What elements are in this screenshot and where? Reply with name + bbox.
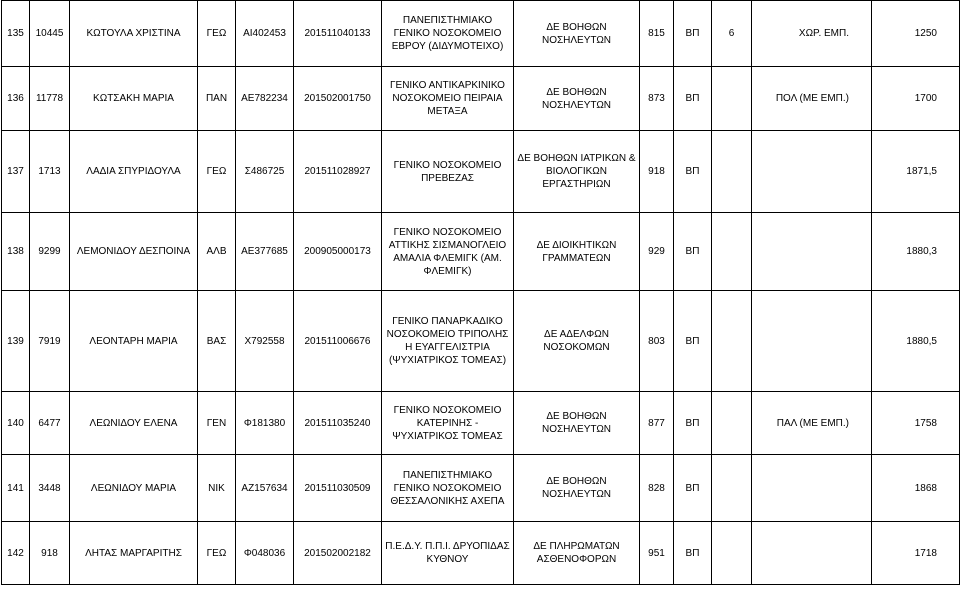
cell-category: ΒΠ [674,1,712,67]
cell-hospital: ΓΕΝΙΚΟ ΑΝΤΙΚΑΡΚΙΝΙΚΟ ΝΟΣΟΚΟΜΕΙΟ ΠΕΙΡΑΙΑ ΜΕΤΑΞΑ [382,67,514,131]
cell-aa: 139 [2,291,30,392]
cell-category: ΒΠ [674,392,712,455]
cell-aa: 140 [2,392,30,455]
cell-amka: 200905000173 [294,213,382,291]
cell-score: 1871,5 [872,131,960,213]
cell-father: ΓΕΝ [198,392,236,455]
cell-score: 1250 [872,1,960,67]
cell-extra1 [712,392,752,455]
cell-extra2 [752,213,872,291]
cell-name: ΛΗΤΑΣ ΜΑΡΓΑΡΙΤΗΣ [70,522,198,585]
cell-name: ΛΕΟΝΤΑΡΗ ΜΑΡΙΑ [70,291,198,392]
cell-id: 6477 [30,392,70,455]
cell-id: 11778 [30,67,70,131]
cell-name: ΛΕΩΝΙΔΟΥ ΕΛΕΝΑ [70,392,198,455]
cell-name: ΛΕΜΟΝΙΔΟΥ ΔΕΣΠΟΙΝΑ [70,213,198,291]
cell-hospital: ΠΑΝΕΠΙΣΤΗΜΙΑΚΟ ΓΕΝΙΚΟ ΝΟΣΟΚΟΜΕΙΟ ΕΒΡΟΥ (ΔΙΔΥΜΟΤΕΙΧΟ) [382,1,514,67]
cell-aa: 135 [2,1,30,67]
cell-hospital: ΓΕΝΙΚΟ ΠΑΝΑΡΚΑΔΙΚΟ ΝΟΣΟΚΟΜΕΙΟ ΤΡΙΠΟΛΗΣ Η ΕΥΑΓΓΕΛΙΣΤΡΙΑ (ΨΥΧΙΑΤΡΙΚΟΣ ΤΟΜΕΑΣ) [382,291,514,392]
cell-father: ΠΑΝ [198,67,236,131]
cell-id: 7919 [30,291,70,392]
cell-father: ΑΛΒ [198,213,236,291]
cell-adt: ΑΙ402453 [236,1,294,67]
cell-extra2 [752,291,872,392]
cell-code: 873 [640,67,674,131]
cell-id: 10445 [30,1,70,67]
cell-specialty: ΔΕ ΒΟΗΘΩΝ ΝΟΣΗΛΕΥΤΩΝ [514,67,640,131]
cell-code: 929 [640,213,674,291]
cell-specialty: ΔΕ ΒΟΗΘΩΝ ΝΟΣΗΛΕΥΤΩΝ [514,1,640,67]
cell-code: 815 [640,1,674,67]
cell-specialty: ΔΕ ΔΙΟΙΚΗΤΙΚΩΝ ΓΡΑΜΜΑΤΕΩΝ [514,213,640,291]
cell-score: 1718 [872,522,960,585]
cell-extra2: ΠΟΛ (ΜΕ ΕΜΠ.) [752,67,872,131]
cell-category: ΒΠ [674,131,712,213]
cell-code: 918 [640,131,674,213]
cell-score: 1880,5 [872,291,960,392]
cell-adt: Χ792558 [236,291,294,392]
cell-amka: 201502002182 [294,522,382,585]
cell-amka: 201511035240 [294,392,382,455]
cell-name: ΛΕΩΝΙΔΟΥ ΜΑΡΙΑ [70,455,198,522]
cell-id: 3448 [30,455,70,522]
cell-extra1 [712,131,752,213]
cell-specialty: ΔΕ ΠΛΗΡΩΜΑΤΩΝ ΑΣΘΕΝΟΦΟΡΩΝ [514,522,640,585]
cell-category: ΒΠ [674,455,712,522]
cell-category: ΒΠ [674,522,712,585]
cell-hospital: ΓΕΝΙΚΟ ΝΟΣΟΚΟΜΕΙΟ ΠΡΕΒΕΖΑΣ [382,131,514,213]
cell-extra2: ΧΩΡ. ΕΜΠ. [752,1,872,67]
cell-amka: 201511006676 [294,291,382,392]
cell-aa: 138 [2,213,30,291]
cell-amka: 201511030509 [294,455,382,522]
cell-score: 1700 [872,67,960,131]
cell-code: 877 [640,392,674,455]
cell-name: ΚΩΤΟΥΛΑ ΧΡΙΣΤΙΝΑ [70,1,198,67]
cell-aa: 142 [2,522,30,585]
cell-adt: ΑΖ157634 [236,455,294,522]
cell-code: 803 [640,291,674,392]
cell-hospital: Π.Ε.Δ.Υ. Π.Π.Ι. ΔΡΥΟΠΙΔΑΣ ΚΥΘΝΟΥ [382,522,514,585]
cell-score: 1880,3 [872,213,960,291]
cell-hospital: ΓΕΝΙΚΟ ΝΟΣΟΚΟΜΕΙΟ ΚΑΤΕΡΙΝΗΣ - ΨΥΧΙΑΤΡΙΚΟΣ ΤΟΜΕΑΣ [382,392,514,455]
table-row [2,131,960,213]
cell-father: ΓΕΩ [198,131,236,213]
cell-extra1 [712,67,752,131]
cell-extra1: 6 [712,1,752,67]
cell-father: ΓΕΩ [198,1,236,67]
cell-specialty: ΔΕ ΑΔΕΛΦΩΝ ΝΟΣΟΚΟΜΩΝ [514,291,640,392]
cell-id: 1713 [30,131,70,213]
cell-adt: ΑΕ782234 [236,67,294,131]
cell-score: 1868 [872,455,960,522]
cell-aa: 137 [2,131,30,213]
cell-adt: ΑΕ377685 [236,213,294,291]
cell-name: ΛΑΔΙΑ ΣΠΥΡΙΔΟΥΛΑ [70,131,198,213]
cell-category: ΒΠ [674,67,712,131]
cell-adt: Φ181380 [236,392,294,455]
cell-amka: 201511028927 [294,131,382,213]
table-row [2,291,960,392]
cell-aa: 141 [2,455,30,522]
cell-code: 828 [640,455,674,522]
cell-extra2 [752,131,872,213]
cell-adt: Σ486725 [236,131,294,213]
cell-amka: 201502001750 [294,67,382,131]
table-row [2,67,960,131]
cell-specialty: ΔΕ ΒΟΗΘΩΝ ΙΑΤΡΙΚΩΝ & ΒΙΟΛΟΓΙΚΩΝ ΕΡΓΑΣΤΗΡΙΩΝ [514,131,640,213]
table-row [2,213,960,291]
cell-extra2: ΠΑΛ (ΜΕ ΕΜΠ.) [752,392,872,455]
cell-hospital: ΠΑΝΕΠΙΣΤΗΜΙΑΚΟ ΓΕΝΙΚΟ ΝΟΣΟΚΟΜΕΙΟ ΘΕΣΣΑΛΟΝΙΚΗΣ ΑΧΕΠΑ [382,455,514,522]
table-row [2,392,960,455]
cell-extra2 [752,455,872,522]
cell-specialty: ΔΕ ΒΟΗΘΩΝ ΝΟΣΗΛΕΥΤΩΝ [514,392,640,455]
cell-id: 9299 [30,213,70,291]
cell-amka: 201511040133 [294,1,382,67]
cell-extra1 [712,213,752,291]
cell-extra1 [712,522,752,585]
cell-id: 918 [30,522,70,585]
cell-specialty: ΔΕ ΒΟΗΘΩΝ ΝΟΣΗΛΕΥΤΩΝ [514,455,640,522]
cell-extra1 [712,455,752,522]
cell-extra1 [712,291,752,392]
cell-father: ΝΙΚ [198,455,236,522]
cell-father: ΓΕΩ [198,522,236,585]
cell-code: 951 [640,522,674,585]
table-row [2,522,960,585]
cell-category: ΒΠ [674,213,712,291]
candidates-table [1,0,960,585]
table-row [2,455,960,522]
cell-extra2 [752,522,872,585]
cell-category: ΒΠ [674,291,712,392]
cell-name: ΚΩΤΣΑΚΗ ΜΑΡΙΑ [70,67,198,131]
cell-adt: Φ048036 [236,522,294,585]
cell-aa: 136 [2,67,30,131]
cell-score: 1758 [872,392,960,455]
cell-hospital: ΓΕΝΙΚΟ ΝΟΣΟΚΟΜΕΙΟ ΑΤΤΙΚΗΣ ΣΙΣΜΑΝΟΓΛΕΙΟ ΑΜΑΛΙΑ ΦΛΕΜΙΓΚ (ΑΜ. ΦΛΕΜΙΓΚ) [382,213,514,291]
table-row [2,1,960,67]
cell-father: ΒΑΣ [198,291,236,392]
